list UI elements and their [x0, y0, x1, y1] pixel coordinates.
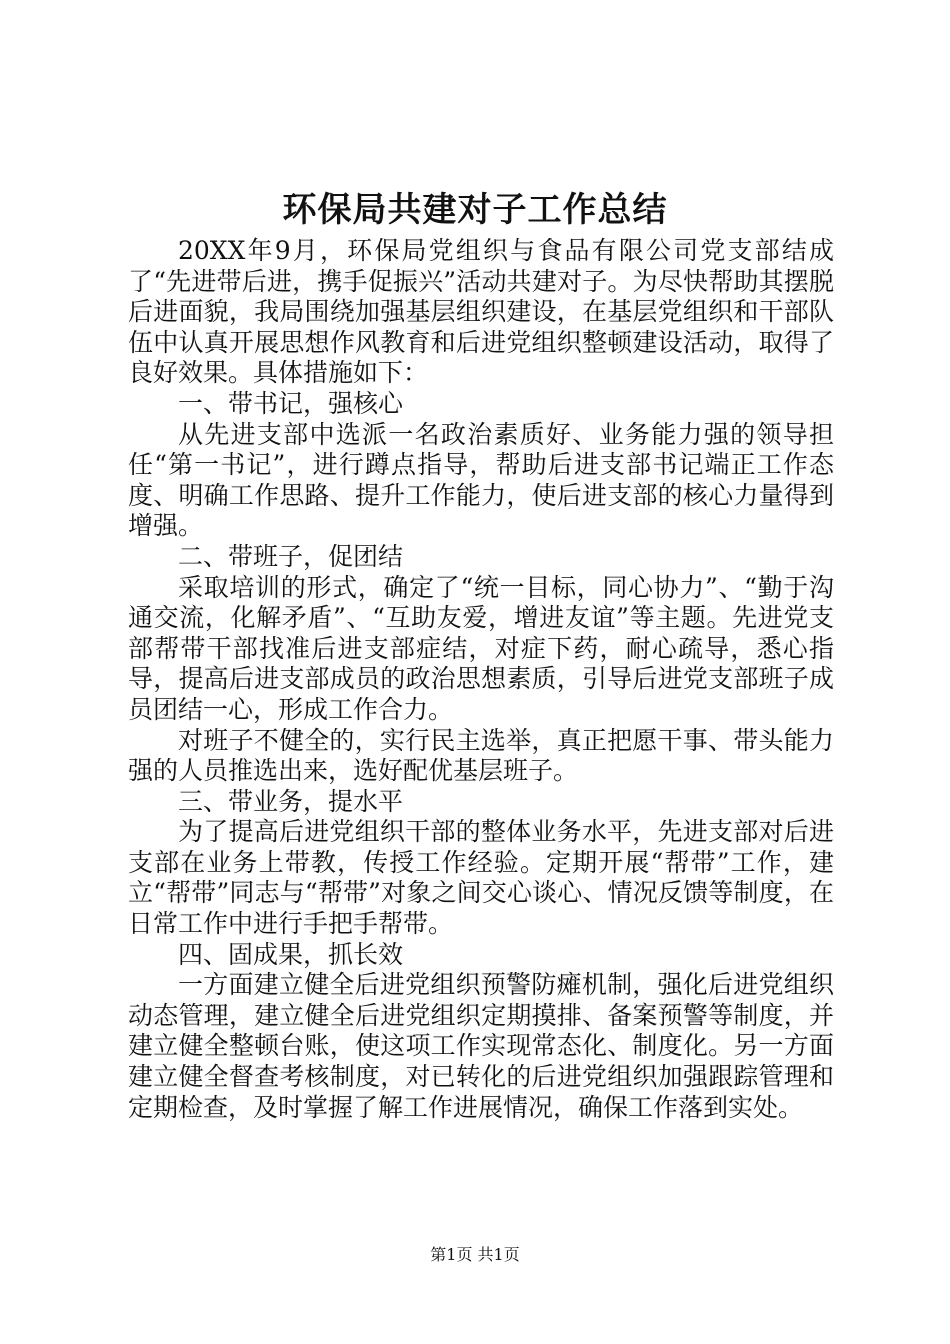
document-body — [128, 236, 834, 1123]
section-heading-2: 二、带班子，促团结 — [178, 541, 404, 571]
section-heading-4: 四、固成果，抓长效 — [178, 939, 404, 969]
paragraph-section-4: 一方面建立健全后进党组织预警防瘫机制，强化后进党组织动态管理，建立健全后进党组织定期摸排、备案预警等制度，并建立健全整顿台账，使这项工作实现常态化、制度化。另一方面建立健全督查考核制度，对已转化的后进党组织加强跟踪管理和定期检查，及时掌握了解工作进展情况，确保工作落到实处。 — [128, 970, 834, 1122]
section-heading-3: 三、带业务，提水平 — [178, 786, 404, 816]
section-heading-1: 一、带书记，强核心 — [178, 388, 404, 418]
paragraph-section-2b: 对班子不健全的，实行民主选举，真正把愿干事、带头能力强的人员推选出来，选好配优基层班子。 — [128, 725, 834, 786]
paragraph-section-3: 为了提高后进党组织干部的整体业务水平，先进支部对后进支部在业务上带教，传授工作经验。定期开展“帮带”工作，建立“帮带”同志与“帮带”对象之间交心谈心、情况反馈等制度，在日常工作中进行手把手帮带。 — [128, 817, 834, 939]
paragraph-section-1: 从先进支部中选派一名政治素质好、业务能力强的领导担任“第一书记”，进行蹲点指导，帮助后进支部书记端正工作态度、明确工作思路、提升工作能力，使后进支部的核心力量得到增强。 — [128, 419, 834, 541]
document-title: 环保局共建对子工作总结 — [282, 190, 668, 230]
paragraph-section-2a: 采取培训的形式，确定了“统一目标，同心协力”、“勤于沟通交流，化解矛盾”、“互助友爱，增进友谊”等主题。先进党支部帮带干部找准后进支部症结，对症下药，耐心疏导，悉心指导，提高后进支部成员的政治思想素质，引导后进党支部班子成员团结一心，形成工作合力。 — [128, 572, 834, 724]
page-footer: 第1页 共1页 — [430, 1245, 520, 1264]
paragraph-intro: 20XX年9月，环保局党组织与食品有限公司党支部结成了“先进带后进，携手促振兴”活动共建对子。为尽快帮助其摆脱后进面貌，我局围绕加强基层组织建设，在基层党组织和干部队伍中认真开展思想作风教育和后进党组织整顿建设活动，取得了良好效果。具体措施如下： — [128, 236, 834, 388]
